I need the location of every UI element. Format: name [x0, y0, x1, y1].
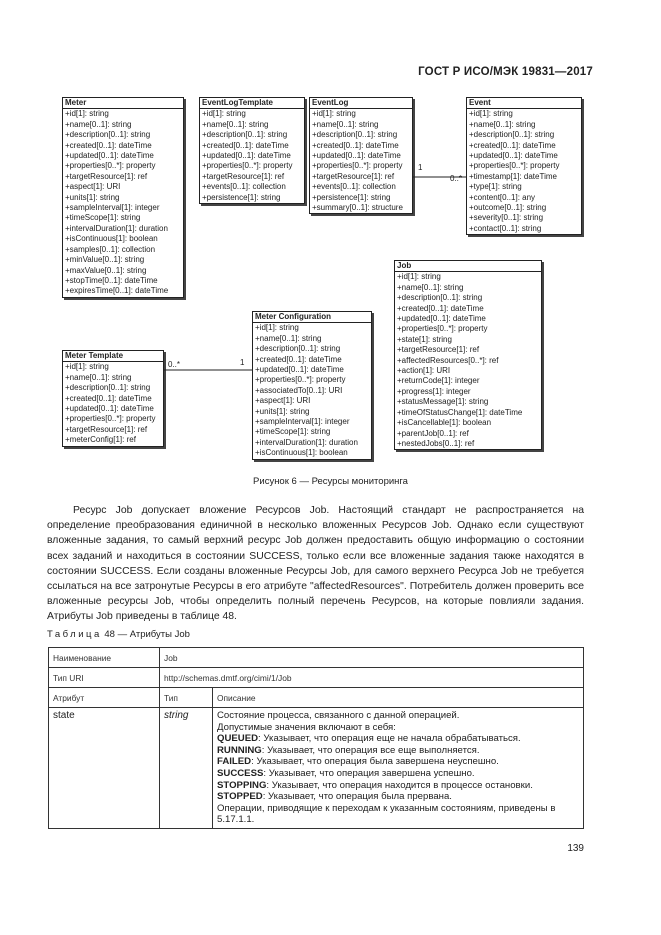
class-attribute: +timeScope[1]: string: [255, 427, 331, 437]
class-attribute: +stopTime[0..1]: dateTime: [65, 275, 158, 285]
class-attribute: +persistence[1]: string: [202, 192, 281, 202]
class-attribute: +progress[1]: integer: [397, 386, 471, 396]
class-attribute: +properties[0..*]: property: [397, 324, 488, 334]
class-attribute: +targetResource[1]: ref: [65, 424, 148, 434]
class-attribute: +expiresTime[0..1]: dateTime: [65, 286, 169, 296]
class-attribute: +sampleInterval[1]: integer: [65, 203, 160, 213]
class-attribute: +intervalDuration[1]: duration: [65, 223, 168, 233]
class-attribute: +events[0..1]: collection: [312, 182, 396, 192]
mult-eventlog: 1: [418, 163, 423, 172]
class-title: EventLog: [310, 98, 412, 109]
col-desc: Описание: [213, 688, 584, 708]
class-attribute: +created[0..1]: dateTime: [202, 140, 289, 150]
class-attribute: +isContinuous[1]: boolean: [255, 448, 348, 458]
class-attribute: +updated[0..1]: dateTime: [469, 151, 558, 161]
class-title: Meter Template: [63, 351, 163, 362]
class-attribute: +content[0..1]: any: [469, 192, 536, 202]
class-attribute: +targetResource[1]: ref: [65, 171, 148, 181]
class-attribute: +description[0..1]: string: [312, 130, 398, 140]
desc-line-1: Состояние процесса, связанного с данной операцией.: [217, 710, 460, 721]
class-attribute: +state[1]: string: [397, 334, 452, 344]
class-attribute: +intervalDuration[1]: duration: [255, 437, 358, 447]
class-attribute: +updated[0..1]: dateTime: [202, 151, 291, 161]
class-attribute: +created[0..1]: dateTime: [397, 303, 484, 313]
class-attribute: +units[1]: string: [65, 192, 120, 202]
class-attribute: +maxValue[0..1]: string: [65, 265, 147, 275]
class-attribute: +returnCode[1]: integer: [397, 376, 480, 386]
table-header-row: [49, 688, 584, 708]
uri-label: Тип URI: [49, 668, 160, 688]
class-attribute: +description[0..1]: string: [255, 344, 341, 354]
class-attribute: +name[0..1]: string: [397, 282, 464, 292]
class-attribute: +description[0..1]: string: [202, 130, 288, 140]
class-attribute: +created[0..1]: dateTime: [255, 354, 342, 364]
class-attribute: +updated[0..1]: dateTime: [65, 404, 154, 414]
class-attribute: +targetResource[1]: ref: [397, 345, 480, 355]
class-attribute: +description[0..1]: string: [65, 383, 151, 393]
class-title: Meter: [63, 98, 183, 109]
desc-line-2: Допустимые значения включают в себя:: [217, 721, 396, 733]
class-attribute: +events[0..1]: collection: [202, 182, 286, 192]
class-attribute: +parentJob[0..1]: ref: [397, 428, 469, 438]
name-value: Job: [160, 648, 584, 668]
class-attribute: +associatedTo[0..1]: URI: [255, 385, 343, 395]
table-caption-label: Таблица: [47, 629, 102, 640]
class-attribute: +id[1]: string: [397, 272, 441, 282]
class-attribute: +updated[0..1]: dateTime: [397, 314, 486, 324]
body-paragraph: Ресурс Job допускает вложение Ресурсов Job. Настоящий стандарт не распространяется на определение преобразования единичной в несколько вложенных Ресурсов Job. Однако если существуют вложенные задания, то самый верхний ресурс Job должен предоставить общую информацию о состоянии всех заданий и находиться в состоянии SUCCESS, только если все вложенные задания также находятся в состоянии SUCCESS. Если созданы вложенные Ресурсы Job, для самого верхнего Ресурса Job не требуется ссылаться на все затронутые Ресурсы в его атрибуте "affectedResources". Потребитель должен проверить все вложенные ресурсы Job, чтобы определить полный перечень Ресурсов, на которые повлияли задания. Атрибуты Job приведены в таблице 48.: [47, 505, 584, 623]
class-attribute: +name[0..1]: string: [469, 119, 536, 129]
class-attribute: +properties[0..*]: property: [65, 161, 156, 171]
table-row: [49, 648, 584, 668]
class-attribute: +updated[0..1]: dateTime: [255, 365, 344, 375]
figure-caption: Рисунок 6 — Ресурсы мониторинга: [253, 476, 408, 487]
mult-config: 1: [240, 358, 245, 367]
page-number: 139: [567, 843, 584, 854]
class-attribute: +timeScope[1]: string: [65, 213, 141, 223]
class-attribute: +severity[0..1]: string: [469, 213, 544, 223]
class-attribute: +targetResource[1]: ref: [312, 171, 395, 181]
value-success: SUCCESS: Указывает, что операция завершена успешно.: [217, 767, 475, 779]
value-queued: QUEUED: Указывает, что операция еще не начала обрабатываться.: [217, 733, 521, 745]
class-attribute: +aspect[1]: URI: [65, 182, 121, 192]
attr-type: string: [160, 708, 213, 829]
class-title: Meter Configuration: [253, 312, 371, 323]
class-attribute: +created[0..1]: dateTime: [65, 393, 152, 403]
class-attribute: +targetResource[1]: ref: [202, 171, 285, 181]
document-header: ГОСТ Р ИСО/МЭК 19831—2017: [418, 66, 593, 78]
class-attribute: +properties[0..*]: property: [255, 375, 346, 385]
class-attribute: +timeOfStatusChange[1]: dateTime: [397, 407, 523, 417]
attr-name: state: [49, 708, 160, 829]
table-caption: [47, 629, 190, 640]
class-attribute: +created[0..1]: dateTime: [469, 140, 556, 150]
class-attribute: +contact[0..1]: string: [469, 223, 542, 233]
class-attribute: +action[1]: URI: [397, 366, 451, 376]
value-running: RUNNING: Указывает, что операция все еще выполняется.: [217, 744, 480, 756]
col-type: Тип: [160, 688, 213, 708]
class-attribute: +id[1]: string: [65, 362, 109, 372]
class-attribute: +properties[0..*]: property: [202, 161, 293, 171]
class-attribute: +sampleInterval[1]: integer: [255, 417, 350, 427]
attributes-table: [48, 647, 584, 829]
table-row: [49, 708, 584, 829]
class-attribute: +created[0..1]: dateTime: [65, 140, 152, 150]
class-attribute: +persistence[1]: string: [312, 192, 391, 202]
class-attribute: +nestedJobs[0..1]: ref: [397, 438, 475, 448]
class-attribute: +id[1]: string: [312, 109, 356, 119]
value-stopping: STOPPING: Указывает, что операция находится в процессе остановки.: [217, 779, 533, 791]
class-attribute: +id[1]: string: [469, 109, 513, 119]
class-attribute: +summary[0..1]: structure: [312, 203, 403, 213]
class-attribute: +description[0..1]: string: [65, 130, 151, 140]
class-attribute: +isContinuous[1]: boolean: [65, 234, 158, 244]
table-caption-rest: 48 — Атрибуты Job: [104, 629, 190, 640]
uri-value: http://schemas.dmtf.org/cimi/1/Job: [160, 668, 584, 688]
class-attribute: +name[0..1]: string: [255, 333, 322, 343]
class-title: EventLogTemplate: [200, 98, 304, 109]
class-attribute: +id[1]: string: [255, 323, 299, 333]
class-attribute: +id[1]: string: [65, 109, 109, 119]
class-attribute: +name[0..1]: string: [65, 119, 132, 129]
class-title: Job: [395, 261, 541, 272]
class-attribute: +name[0..1]: string: [202, 119, 269, 129]
mult-event: 0..*: [450, 174, 463, 183]
class-attribute: +statusMessage[1]: string: [397, 397, 489, 407]
class-attribute: +outcome[0..1]: string: [469, 203, 547, 213]
class-attribute: +properties[0..*]: property: [65, 414, 156, 424]
class-attribute: +description[0..1]: string: [469, 130, 555, 140]
col-attr: Атрибут: [49, 688, 160, 708]
class-title: Event: [467, 98, 581, 109]
class-attribute: +description[0..1]: string: [397, 293, 483, 303]
class-attribute: +isCancellable[1]: boolean: [397, 418, 492, 428]
class-attribute: +samples[0..1]: collection: [65, 244, 156, 254]
class-attribute: +properties[0..*]: property: [312, 161, 403, 171]
class-attribute: +type[1]: string: [469, 182, 522, 192]
table-row: [49, 668, 584, 688]
name-label: Наименование: [49, 648, 160, 668]
class-attribute: +affectedResources[0..*]: ref: [397, 355, 499, 365]
class-attribute: +name[0..1]: string: [65, 372, 132, 382]
class-attribute: +id[1]: string: [202, 109, 246, 119]
attr-description: [213, 708, 584, 829]
value-failed: FAILED: Указывает, что операция была завершена неуспешно.: [217, 756, 499, 768]
class-attribute: +units[1]: string: [255, 406, 310, 416]
class-attribute: +created[0..1]: dateTime: [312, 140, 399, 150]
class-attribute: +aspect[1]: URI: [255, 396, 311, 406]
value-stopped: STOPPED: Указывает, что операция была прервана.: [217, 791, 452, 803]
class-attribute: +name[0..1]: string: [312, 119, 379, 129]
desc-line-3: Операции, приводящие к переходам к указанным состояниям, приведены в 5.17.1.1.: [217, 802, 556, 826]
mult-template: 0..*: [168, 360, 181, 369]
class-attribute: +updated[0..1]: dateTime: [312, 151, 401, 161]
class-attribute: +minValue[0..1]: string: [65, 255, 145, 265]
class-attribute: +properties[0..*]: property: [469, 161, 560, 171]
class-attribute: +meterConfig[1]: ref: [65, 435, 136, 445]
class-attribute: +updated[0..1]: dateTime: [65, 151, 154, 161]
class-attribute: +timestamp[1]: dateTime: [469, 171, 557, 181]
